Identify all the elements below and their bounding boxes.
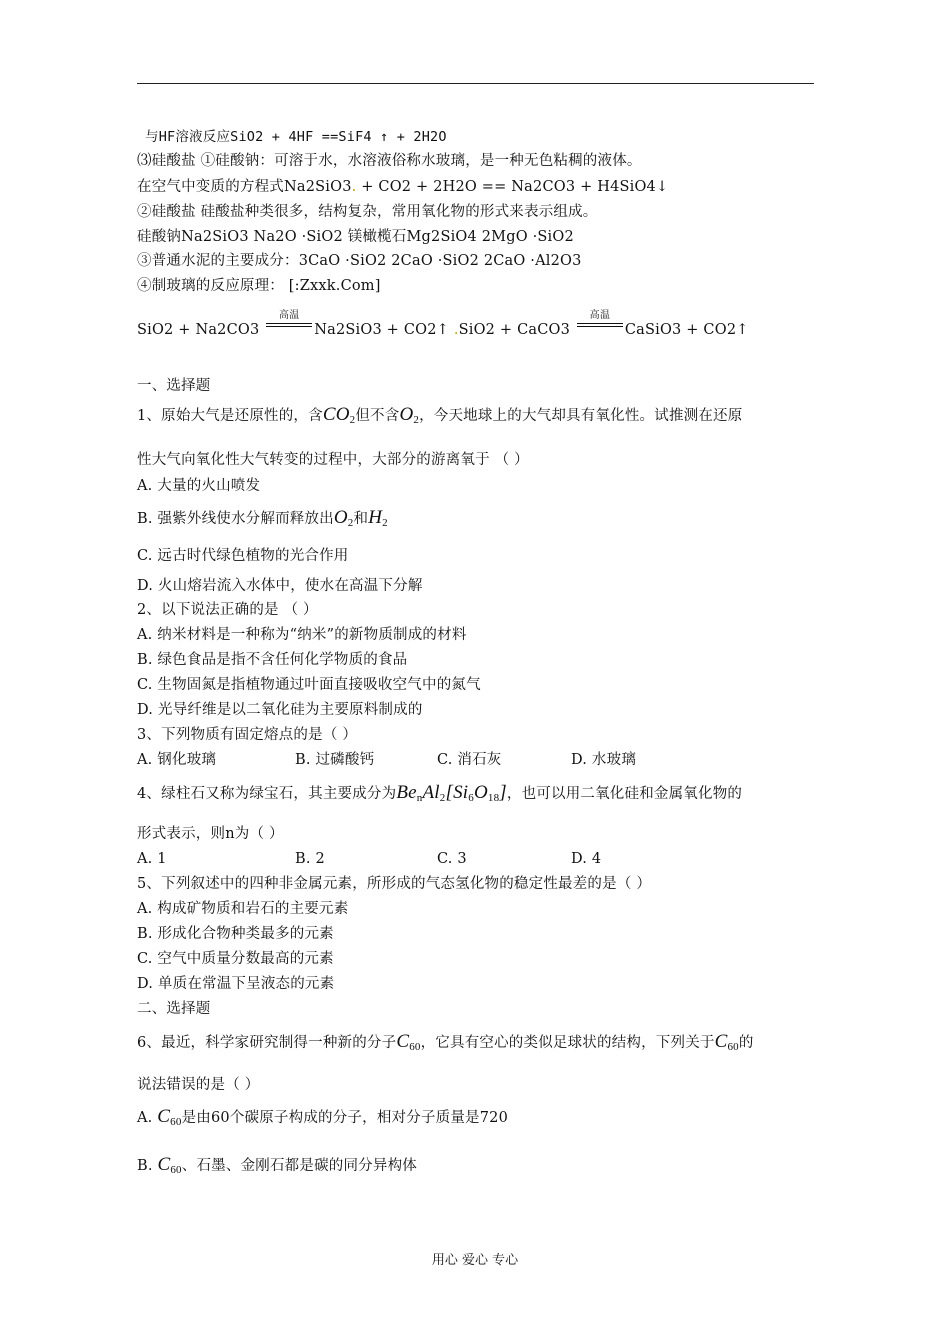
page-footer: [0, 1249, 950, 1268]
q1-text-d: 性大气向氧化性大气转变的过程中，大部分的游离氧于 （ ）: [137, 452, 529, 468]
text-l6: ③普通水泥的主要成分：3CaO ·SiO2 2CaO ·SiO2 2CaO ·Al2O3: [137, 253, 582, 269]
question-1: [137, 405, 742, 430]
text-l3a: 在空气中变质的方程式Na2SiO3: [137, 179, 352, 195]
q4-option-c: C. 3: [437, 851, 467, 867]
text-line: [137, 227, 574, 247]
q2-option-a: A. 纳米材料是一种称为“纳米”的新物质制成的材料: [137, 627, 467, 643]
text-l2: ⑶硅酸盐 ①硅酸钠：可溶于水，水溶液俗称水玻璃，是一种无色粘稠的液体。: [137, 153, 642, 169]
section1-title: 一、选择题: [137, 378, 211, 394]
c60-formula: $C_{60}$: [157, 1106, 182, 1128]
condition-label: 高温: [279, 310, 300, 321]
q1-text-a: 1、原始大气是还原性的，含: [137, 408, 323, 424]
q4-option-d: D. 4: [571, 851, 602, 867]
q2-option-c: C. 生物固氮是指植物通过叶面直接吸收空气中的氮气: [137, 677, 481, 693]
o2-formula: $O_2$: [333, 507, 354, 529]
option: [137, 476, 260, 496]
text-l7: ④制玻璃的反应原理： [:Zxxk.Com]: [137, 278, 381, 294]
text-l1: 与HF溶液反应SiO2 + 4HF ==SiF4 ↑ + 2H2O: [145, 129, 447, 145]
option: [137, 546, 349, 566]
co2-formula: $CO_2$: [322, 404, 356, 426]
q1-text-b: 但不含: [355, 408, 400, 424]
section-heading: [137, 376, 211, 396]
stray-dot: .: [351, 179, 357, 195]
option: [137, 1155, 417, 1180]
option: [137, 899, 348, 919]
q6-option-a: 是由60个碳原子构成的分子，相对分子质量是720: [181, 1110, 509, 1126]
q2-option-d: D. 光导纤维是以二氧化硅为主要原料制成的: [137, 702, 423, 718]
h2-formula: $H_2$: [368, 507, 388, 529]
text-l5: 硅酸钠Na2SiO3 Na2O ·SiO2 镁橄榄石Mg2SiO4 2MgO ·SiO2: [137, 229, 574, 245]
beryl-formula: $Be_nAl_2[Si_6O_{18}]$: [396, 782, 507, 804]
q3-option-b: B. 过磷酸钙: [295, 752, 375, 768]
text-line: [145, 127, 447, 147]
q5-stem: 5、下列叙述中的四种非金属元素，所形成的气态氢化物的稳定性最差的是（ ）: [137, 876, 652, 892]
q6-text-c: 的: [738, 1035, 754, 1051]
q6-text-a: 6、最近，科学家研究制得一种新的分子: [137, 1035, 397, 1051]
q6-option-a-label: A.: [137, 1110, 153, 1126]
footer-text: 用心 爱心 专心: [431, 1253, 519, 1268]
q2-option-b: B. 绿色食品是指不含任何化学物质的食品: [137, 652, 408, 668]
options-row: [137, 750, 636, 770]
q5-option-a: A. 构成矿物质和岩石的主要元素: [137, 901, 349, 917]
eq2-products: CaSiO3 + CO2↑: [624, 322, 749, 338]
q1-option-c: C. 远古时代绿色植物的光合作用: [137, 548, 349, 564]
and-text: 和: [353, 511, 369, 527]
q6-option-b: 、石墨、金刚石都是碳的同分异构体: [181, 1158, 417, 1174]
o2-formula: $O_2$: [399, 404, 420, 426]
equation-line: [137, 310, 749, 340]
eq1-reactants: SiO2 + Na2CO3: [137, 322, 260, 338]
option: [137, 924, 334, 944]
text-line: [137, 276, 381, 296]
option: [137, 1107, 508, 1132]
q1-option-b: B. 强紫外线使水分解而释放出: [137, 511, 334, 527]
option: [137, 625, 467, 645]
q3-option-a: A. 钢化玻璃: [137, 752, 217, 768]
c60-formula: $C_{60}$: [157, 1154, 182, 1176]
q2-stem: 2、以下说法正确的是 （ ）: [137, 602, 318, 618]
question-2: [137, 600, 318, 620]
q1-option-d: D. 火山熔岩流入水体中，使水在高温下分解: [137, 578, 423, 594]
option: [137, 700, 423, 720]
q3-stem: 3、下列物质有固定熔点的是（ ）: [137, 727, 358, 743]
c60-formula: $C_{60}$: [714, 1031, 739, 1053]
options-row: [137, 849, 601, 869]
q6-text-d: 说法错误的是（ ）: [137, 1077, 260, 1093]
text-line: [137, 151, 642, 171]
stray-dot: .: [453, 322, 459, 338]
option: [137, 675, 481, 695]
option: [137, 974, 334, 994]
q6-option-b-label: B.: [137, 1158, 153, 1174]
section2-title: 二、选择题: [137, 1001, 211, 1017]
reaction-condition: [266, 310, 312, 340]
question-4: [137, 783, 742, 808]
text-line: [137, 177, 668, 197]
text-line: [137, 251, 582, 271]
eq1-products: Na2SiO3 + CO2↑: [314, 322, 449, 338]
option: [137, 508, 388, 533]
question-1-cont: [137, 450, 529, 470]
question-4-cont: [137, 824, 284, 844]
c60-formula: $C_{60}$: [396, 1031, 421, 1053]
text-line: [137, 202, 598, 222]
option: [137, 949, 334, 969]
q3-option-d: D. 水玻璃: [571, 752, 637, 768]
q4-option-b: B. 2: [295, 851, 325, 867]
q5-option-c: C. 空气中质量分数最高的元素: [137, 951, 334, 967]
q6-text-b: ，它具有空心的类似足球状的结构，下列关于: [420, 1035, 715, 1051]
q4-text-b: ，也可以用二氧化硅和金属氧化物的: [506, 786, 743, 802]
section-heading: [137, 999, 211, 1019]
header-rule: [137, 83, 814, 84]
question-3: [137, 725, 357, 745]
eq2-reactants: SiO2 + CaCO3: [458, 322, 571, 338]
q4-text-c: 形式表示，则n为（ ）: [137, 826, 284, 842]
q5-option-d: D. 单质在常温下呈液态的元素: [137, 976, 335, 992]
question-6: [137, 1032, 754, 1057]
q1-text-c: ，今天地球上的大气却具有氧化性。试推测在还原: [419, 408, 743, 424]
q5-option-b: B. 形成化合物种类最多的元素: [137, 926, 334, 942]
q3-option-c: C. 消石灰: [437, 752, 502, 768]
question-5: [137, 874, 651, 894]
q1-option-a: A. 大量的火山喷发: [137, 478, 261, 494]
text-l3b: + CO2 + 2H2O == Na2CO3 + H4SiO4↓: [361, 179, 669, 195]
reaction-condition: [577, 310, 623, 340]
q4-option-a: A. 1: [137, 851, 167, 867]
text-l4: ②硅酸盐 硅酸盐种类很多，结构复杂，常用氧化物的形式来表示组成。: [137, 204, 598, 220]
option: [137, 576, 423, 596]
q4-text-a: 4、绿柱石又称为绿宝石，其主要成分为: [137, 786, 397, 802]
condition-label: 高温: [589, 310, 611, 321]
option: [137, 650, 407, 670]
question-6-cont: [137, 1075, 259, 1095]
